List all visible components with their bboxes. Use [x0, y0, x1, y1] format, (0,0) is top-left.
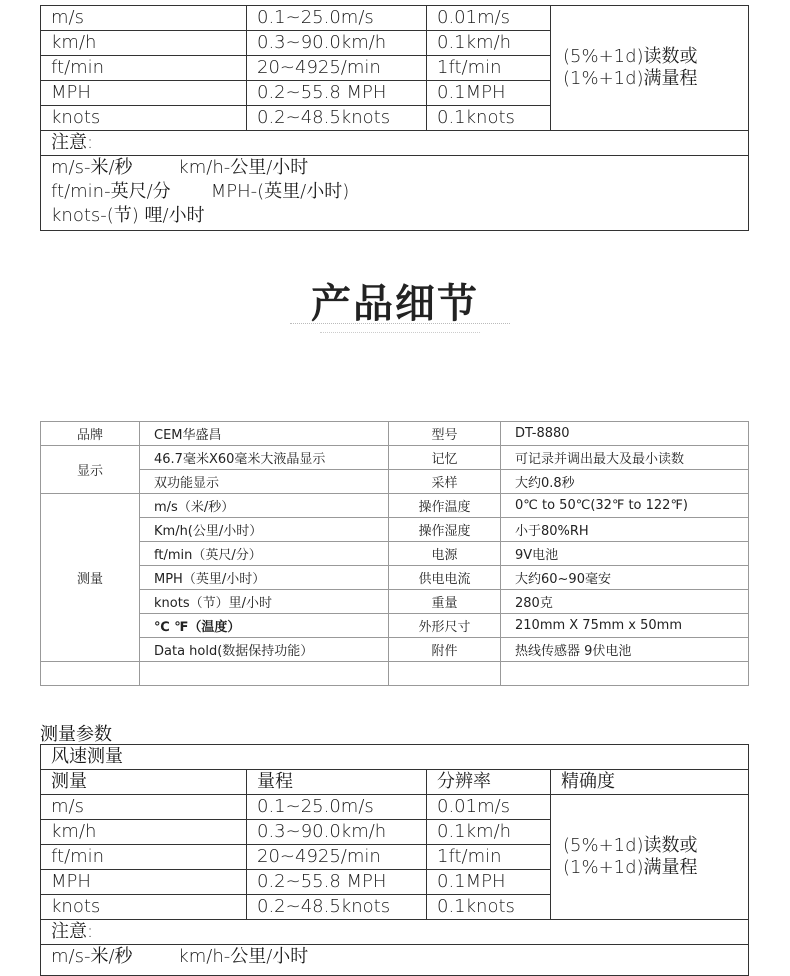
empty-cell — [389, 662, 501, 686]
group-label: 风速测量 — [41, 745, 749, 770]
unit-cell: km/h — [41, 820, 247, 845]
table-row — [41, 920, 749, 945]
unit-cell: MPH — [41, 81, 247, 106]
spec-table — [40, 421, 749, 686]
spec-value: CEM华盛昌 — [140, 422, 389, 446]
spec-label: 供电电流 — [389, 566, 501, 590]
header-unit: 测量 — [41, 770, 247, 795]
accuracy-line: (5%+1d)读数或 — [563, 46, 698, 67]
unit-cell: km/h — [41, 31, 247, 56]
measure-item: m/s（米/秒） — [140, 494, 389, 518]
spec-label: 外形尺寸 — [389, 614, 501, 638]
unit-cell: ft/min — [41, 845, 247, 870]
params-title: 测量参数 — [40, 724, 112, 745]
table-row — [41, 795, 749, 820]
spec-label: 采样 — [389, 470, 501, 494]
spec-value: 9V电池 — [501, 542, 749, 566]
title-divider — [290, 323, 510, 324]
table-row — [41, 131, 749, 156]
measure-item: knots（节）里/小时 — [140, 590, 389, 614]
unit-cell: knots — [41, 106, 247, 131]
resolution-cell: 0.1knots — [427, 106, 551, 131]
empty-cell — [501, 662, 749, 686]
range-cell: 0.2~55.8 MPH — [247, 870, 427, 895]
note-line: ft/min-英尺/分 MPH-(英里/小时) — [51, 181, 350, 202]
spec-value: 280克 — [501, 590, 749, 614]
accuracy-cell — [551, 6, 749, 131]
spec-value: 可记录并调出最大及最小读数 — [501, 446, 749, 470]
table-row — [41, 566, 749, 590]
spec-value: 0℃ to 50℃(32℉ to 122℉) — [501, 494, 749, 518]
spec-label: 品牌 — [41, 422, 140, 446]
spec-label: 电源 — [389, 542, 501, 566]
header-resolution: 分辨率 — [427, 770, 551, 795]
table-row — [41, 614, 749, 638]
spec-value: 46.7毫米X60毫米大液晶显示 — [140, 446, 389, 470]
spec-label: 显示 — [41, 446, 140, 494]
spec-value: 双功能显示 — [140, 470, 389, 494]
note-body — [41, 945, 749, 976]
table-row — [41, 542, 749, 566]
range-cell: 0.1~25.0m/s — [247, 6, 427, 31]
spec-label: 记忆 — [389, 446, 501, 470]
resolution-cell: 1ft/min — [427, 56, 551, 81]
unit-cell: m/s — [41, 795, 247, 820]
table-row — [41, 446, 749, 470]
table-row — [41, 638, 749, 662]
empty-cell — [140, 662, 389, 686]
resolution-cell: 0.1km/h — [427, 820, 551, 845]
spec-value: 小于80%RH — [501, 518, 749, 542]
table-row — [41, 470, 749, 494]
header-accuracy: 精确度 — [551, 770, 749, 795]
table-row — [41, 745, 749, 770]
title-divider — [320, 332, 480, 333]
resolution-cell: 0.1MPH — [427, 870, 551, 895]
spec-label: 重量 — [389, 590, 501, 614]
unit-cell: ft/min — [41, 56, 247, 81]
table-header-row — [41, 770, 749, 795]
spec-value: 大约0.8秒 — [501, 470, 749, 494]
note-label: 注意: — [41, 131, 749, 156]
accuracy-line: (1%+1d)满量程 — [563, 68, 698, 89]
header-range: 量程 — [247, 770, 427, 795]
measure-item: ℃ ℉（温度） — [140, 614, 389, 638]
resolution-cell: 0.01m/s — [427, 795, 551, 820]
note-line: m/s-米/秒 km/h-公里/小时 — [51, 157, 309, 178]
note-line: knots-(节) 哩/小时 — [51, 205, 205, 226]
unit-cell: MPH — [41, 870, 247, 895]
note-body — [41, 156, 749, 231]
table-row — [41, 6, 749, 31]
table-row — [41, 494, 749, 518]
spec-label: 操作温度 — [389, 494, 501, 518]
resolution-cell: 1ft/min — [427, 845, 551, 870]
unit-cell: knots — [41, 895, 247, 920]
table-row — [41, 156, 749, 231]
range-cell: 0.2~48.5knots — [247, 895, 427, 920]
note-label: 注意: — [41, 920, 749, 945]
measure-item: Data hold(数据保持功能） — [140, 638, 389, 662]
wind-speed-table-bottom — [40, 744, 749, 976]
measure-item: ft/min（英尺/分） — [140, 542, 389, 566]
spec-value: DT-8880 — [501, 422, 749, 446]
accuracy-cell — [551, 795, 749, 920]
measure-item: MPH（英里/小时） — [140, 566, 389, 590]
spec-value: 热线传感器 9伏电池 — [501, 638, 749, 662]
spec-label: 测量 — [41, 494, 140, 662]
range-cell: 20~4925/min — [247, 845, 427, 870]
table-row — [41, 945, 749, 976]
range-cell: 0.2~55.8 MPH — [247, 81, 427, 106]
unit-cell: m/s — [41, 6, 247, 31]
range-cell: 0.1~25.0m/s — [247, 795, 427, 820]
resolution-cell: 0.1MPH — [427, 81, 551, 106]
range-cell: 20~4925/min — [247, 56, 427, 81]
spec-label: 型号 — [389, 422, 501, 446]
spec-label: 操作湿度 — [389, 518, 501, 542]
section-title: 产品细节 — [311, 281, 479, 327]
measure-item: Km/h(公里/小时） — [140, 518, 389, 542]
resolution-cell: 0.01m/s — [427, 6, 551, 31]
note-line: m/s-米/秒 km/h-公里/小时 — [51, 946, 309, 967]
spec-value: 210mm X 75mm x 50mm — [501, 614, 749, 638]
range-cell: 0.3~90.0km/h — [247, 820, 427, 845]
spec-value: 大约60~90毫安 — [501, 566, 749, 590]
accuracy-line: (1%+1d)满量程 — [563, 857, 698, 878]
table-row — [41, 590, 749, 614]
empty-cell — [41, 662, 140, 686]
range-cell: 0.2~48.5knots — [247, 106, 427, 131]
wind-speed-table-top — [40, 5, 749, 231]
resolution-cell: 0.1knots — [427, 895, 551, 920]
accuracy-line: (5%+1d)读数或 — [563, 835, 698, 856]
table-row — [41, 518, 749, 542]
table-row — [41, 662, 749, 686]
resolution-cell: 0.1km/h — [427, 31, 551, 56]
spec-label: 附件 — [389, 638, 501, 662]
table-row — [41, 422, 749, 446]
range-cell: 0.3~90.0km/h — [247, 31, 427, 56]
